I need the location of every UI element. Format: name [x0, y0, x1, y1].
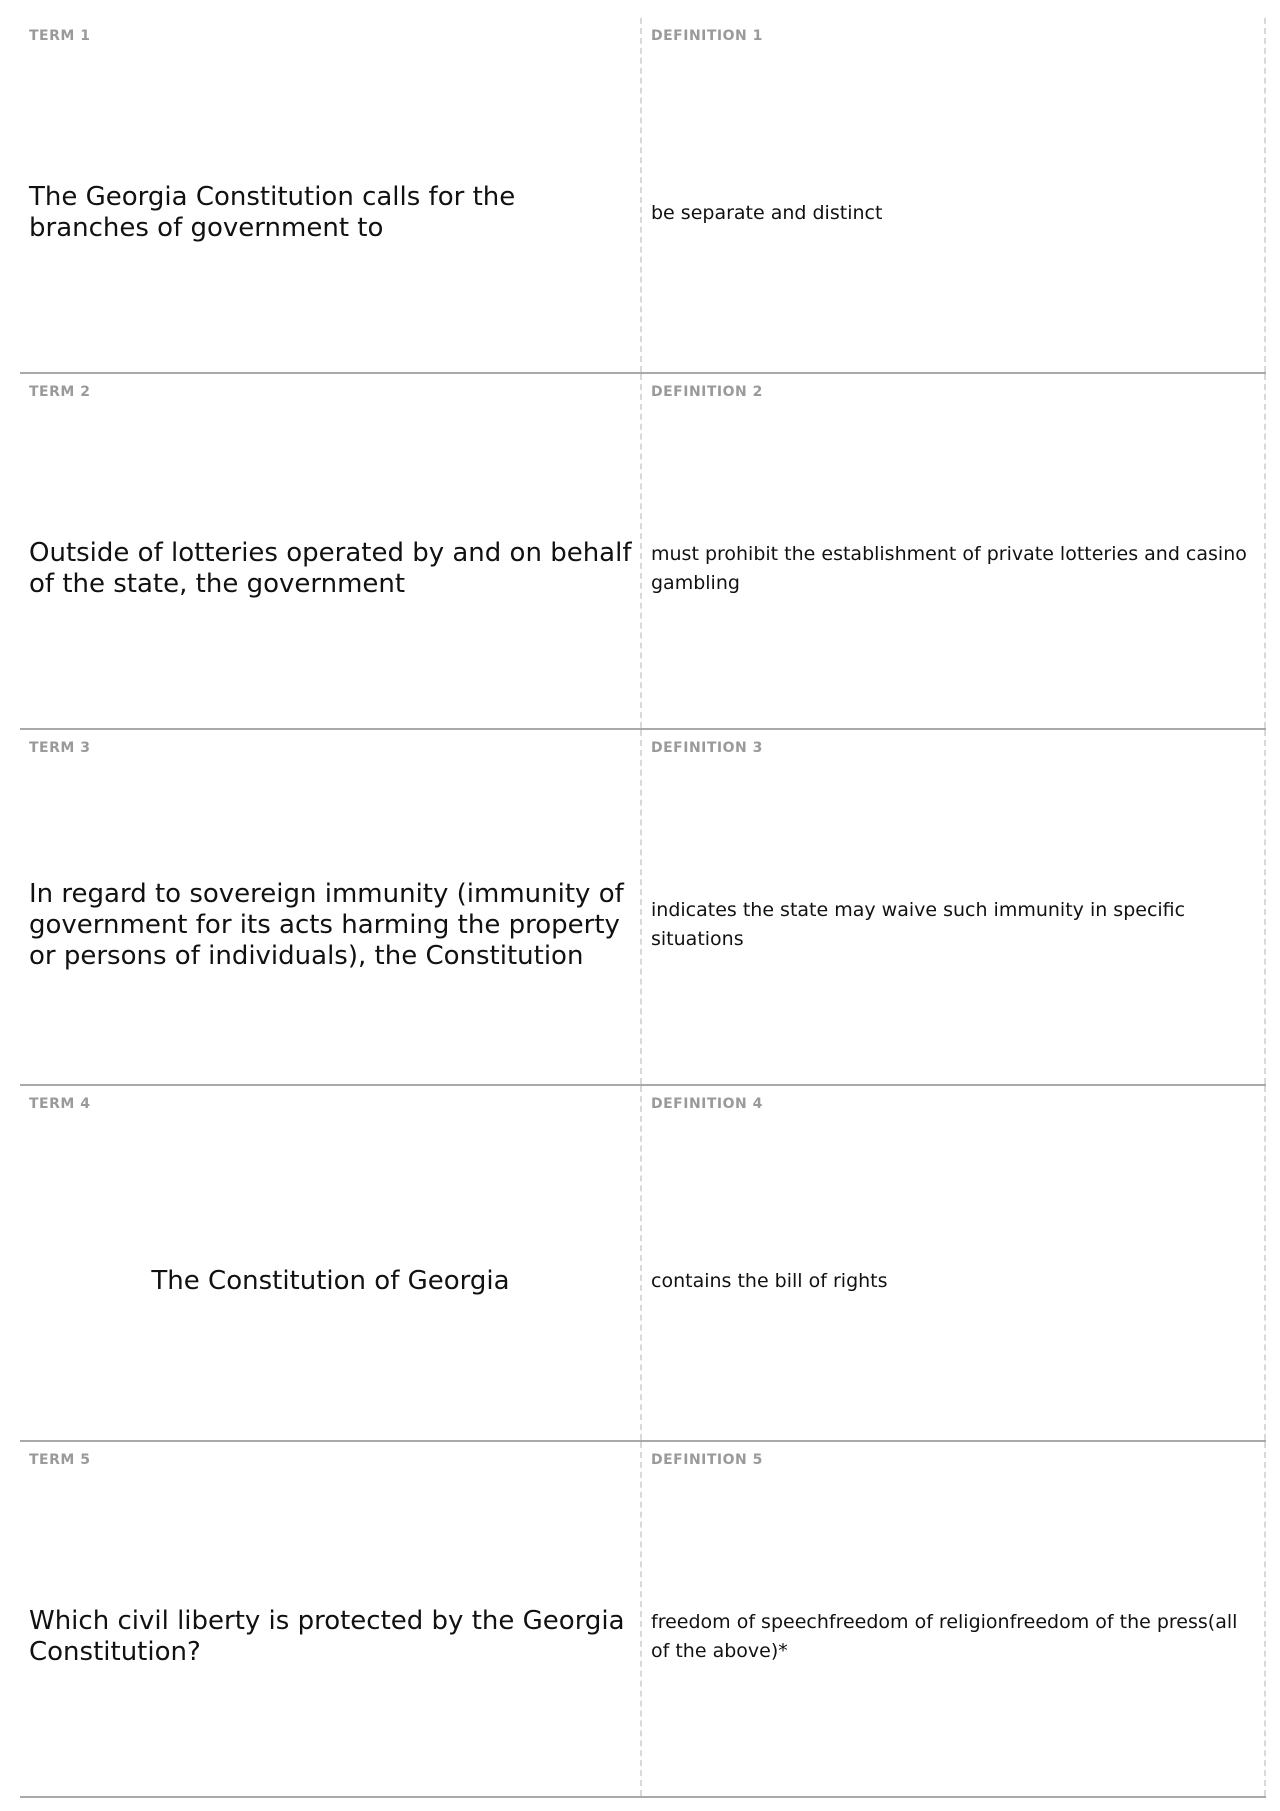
term-text: Which civil liberty is protected by the Georgia Constitution?: [29, 1606, 625, 1667]
definition-text: must prohibit the establishment of private lotteries and casino gambling: [651, 543, 1247, 594]
term-cell: [20, 730, 642, 1084]
term-label: TERM 1: [29, 28, 91, 44]
definition-label: DEFINITION 2: [651, 384, 763, 400]
definition-label: DEFINITION 4: [651, 1096, 763, 1112]
term-label: TERM 4: [29, 1096, 91, 1112]
term-cell: [20, 1086, 642, 1440]
definition-content: [651, 1478, 1258, 1796]
definition-cell: [642, 1442, 1266, 1796]
flashcard-row-2: [20, 374, 1266, 730]
flashcard-row-5: [20, 1442, 1266, 1798]
definition-cell: [642, 374, 1266, 728]
definition-cell: [642, 1086, 1266, 1440]
term-cell: [20, 1442, 642, 1796]
definition-content: [651, 54, 1258, 372]
term-text: In regard to sovereign immunity (immunity of government for its acts harming the property or persons of individuals), the Constitution: [29, 878, 624, 971]
term-text: The Georgia Constitution calls for the branches of government to: [29, 182, 516, 243]
term-label: TERM 2: [29, 384, 91, 400]
flashcard-sheet: [20, 18, 1266, 1798]
definition-content: [651, 1122, 1258, 1440]
term-content: [29, 1478, 632, 1796]
term-label: TERM 5: [29, 1452, 91, 1468]
term-text: Outside of lotteries operated by and on behalf of the state, the government: [29, 538, 632, 599]
definition-label: DEFINITION 1: [651, 28, 763, 44]
definition-content: [651, 410, 1258, 728]
term-content: [29, 54, 632, 372]
term-cell: [20, 374, 642, 728]
definition-label: DEFINITION 5: [651, 1452, 763, 1468]
definition-cell: [642, 18, 1266, 372]
definition-label: DEFINITION 3: [651, 740, 763, 756]
definition-text: contains the bill of rights: [651, 1269, 888, 1292]
term-content: [29, 410, 632, 728]
flashcard-row-4: [20, 1086, 1266, 1442]
definition-text: indicates the state may waive such immunity in specific situations: [651, 899, 1186, 950]
term-cell: [20, 18, 642, 372]
term-content: [29, 1122, 632, 1440]
term-label: TERM 3: [29, 740, 91, 756]
term-text: The Constitution of Georgia: [151, 1265, 510, 1296]
definition-content: [651, 766, 1258, 1084]
flashcard-row-3: [20, 730, 1266, 1086]
definition-text: be separate and distinct: [651, 201, 883, 224]
flashcard-row-1: [20, 18, 1266, 374]
definition-text: freedom of speechfreedom of religionfreedom of the press(all of the above)*: [651, 1611, 1238, 1662]
term-content: [29, 766, 632, 1084]
definition-cell: [642, 730, 1266, 1084]
